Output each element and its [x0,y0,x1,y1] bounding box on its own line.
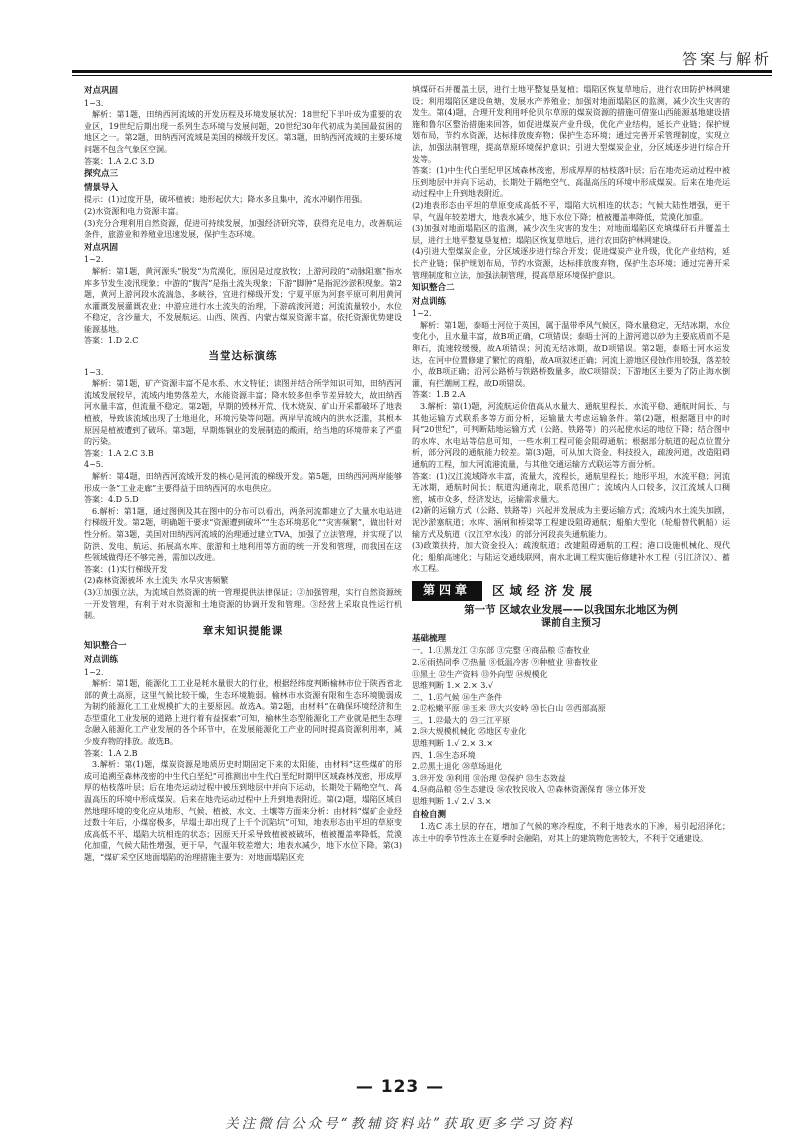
text-line: (3)①加强立法，为流域自然资源的统一管理提供法律保证；②加强管理，实行自然资源统一开发管理，有利于对水资源和土地资源的协调开发和管理。③经营上采取良性运行机制。 [84,587,402,621]
page-header [0,0,800,66]
text-line: 答案：(1)中生代白垩纪甲区域森林茂密，形成厚厚的枯枝落叶层；后在地壳运动过程中被压到地层中并向下运动，长期处于隔绝空气、高温高压的环境中形成煤炭。后来在地壳运动过程中上升到地表附近。 [412,166,730,199]
header-rule [72,70,772,73]
text-line: 2.⑥雨热同季 ⑦热量 ⑧低温冷害 ⑨种植业 ⑩畜牧业 [412,657,598,667]
text-line: (2)地表形态由平坦的草原变成高低不平，塌陷大坑相连的状态；气候大陆性增强，更干旱，气温年较差增大，地表水减少，地下水位下降；植被覆盖率降低，荒漠化加重。 [412,200,730,222]
text-line: 4.㉞商品粮 ㉟生态建设 ㊱农牧民收入 ㊲森林资源保育 ㊳立体开发 [412,785,646,795]
text-line: (4)引进大型煤炭企业，分区域逐步进行综合开发；促进煤炭产业升级，优化产业结构，延长产业链；保护规划布局，节约水资源，达标排放废弃物，保护生态环境；通过完善开采管理制度和立法，加强法制管理，提高草原环境保护意识。 [412,247,730,280]
paragraph: 解析：第1题，矿产资源丰富不是水系、水文特征；读图并结合所学知识可知，田纳西河流域发展较早，流域内地势落差大，水能资源丰富；降水较多但季节差异较大，故田纳西河水量丰富，但流量不稳定。第2题，早期的毁林开荒、伐木烧炭、矿山开采都破坏了地表植被，导致该流域出现了土地退化，环境污染等问题。两岸早流域内的洪水泛滥，其根本原因是植被遭到了破坏。第3题，早期炼铜业的发展制造的酸雨，给当地的环境带来了严重的污染。 [84,379,402,447]
section-label: 基础梳理 [412,633,447,644]
section-label: 自检自测 [412,809,447,820]
text-line: 二、1.⑮气候 ⑯生产条件 [412,692,503,702]
text-line: 答案：1.A 2.B [84,748,138,758]
text-line: 答案：1.D 2.C [84,336,139,346]
text-line: 1~2. [412,309,432,319]
text-line: 一、1.①黑龙江 ②东部 ③完整 ④商品粮 ⑤畜牧业 [412,646,590,656]
paragraph: 解析：第1题，田纳西河流域的开发历程及环境发展状况：18世纪下半叶成为重要的农业区，19世纪后期出现一系列生态环境与发展问题，20世纪30年代初成为美国最贫困的地区之一。第2题，田纳西河流域是美国的梯级开发区。第3题，田纳西河流域的主要环境问题不包含气象区空洞。 [84,110,402,154]
left-column [84,84,402,1064]
right-column [412,84,730,1064]
text-line: 答案：(1)实行梯级开发 [84,564,168,574]
text-line: 思维判断 1.√ 2.× 3.× [412,739,494,749]
section-label: 对点巩固 [84,242,119,253]
text-line: 填煤矸石并覆盖土层，进行土地平整复垦复植；塌陷区恢复草地后，进行农田防护林网建设；利用塌陷区建设鱼塘，发展水产养殖业；加强对地面塌陷区的监测，减少次生灾害的发生。第(4)题，合理开发利用呼伦贝尔草原的煤炭资源的措施可借鉴山西能源基地建设措施和鲁尔区整治措施来回答，如促进煤炭产业升级，优化产业结构，延长产业链；保护规划布局，节约水资源，达标排放废弃物；保护生态环境；通过完善开采管理制度，实现立法，加强法制管理，提高草原环境保护意识；引进大型煤炭企业，分区域逐步进行综合开发等。 [412,85,730,164]
text-line: 思维判断 1.√ 2.√ 3.× [412,797,492,807]
paragraph: 6.解析：第1题，通过图例及其在图中的分布可以看出，两条河流都建立了大量水电站进行梯级开发。第2题，明确题干要求“资源遭到破坏”“生态环境恶化”“灾害频繁”，做出针对性分析。第3题，美国对田纳西河流域的治理通过建立TVA，加强了立法管理，并实现了以防洪、发电、航运、拓展高水库、旅游和土地利用等方面的统一开发和管理，而我国在这些领域做得还不够完善，需加以改进。 [84,506,402,563]
section-label: 知识整合一 [84,641,127,652]
text-line: 2.⑰松嫩平原 ⑱玉米 ⑲大兴安岭 ⑳长白山 ㉑西部高原 [412,704,606,714]
text-line: 1~2. [84,667,104,677]
centered-heading: 章末知识提能课 [202,624,284,637]
section-label: 知识整合二 [412,283,455,294]
paragraph: 解析：第1题，泰晤士河位于英国，属于温带季风气候区，降水量稳定，无结冰期，水位变化小，且水量丰富，故B项正确，C项错误；泰晤士河的上游河道以砂为主要底质而不是卵石，流速较缓慢，故A项错误；河流无结冰期，故D项错误。第2题，泰晤士河水运发达，在河中位置修建了繁忙的商船，故A项叙述正确；河流上游地区侵蚀作用较强，落差较小，故B项正确；沿河公路桥与铁路桥数量多，故C项错误；下游地区主要为了防止海水倒灌，有拦潮闸工程，故D项错误。 [412,320,730,388]
section-label: 对点训练 [412,296,447,307]
section-label: 情景导入 [84,182,119,193]
text-line: 答案：1.B 2.A [412,390,466,400]
text-line: (3)政策扶持，加大资金投入；疏浚航道；改建阻碍通航的工程；港口设施机械化、现代化；船舶高速化；与陆运交通线联网，南水北调工程实施后修建补水工程（引江济汉）、蓄水工程。 [412,541,730,574]
text-line: 3.㉙开发 ㉚利用 ㉛治理 ㉜保护 ㉝生态效益 [412,773,566,783]
text-line: (2)新的运输方式（公路、铁路等）兴起并发展成为主要运输方式；流域内水土流失加剧，泥沙淤塞航道；水库、涵闸和桥梁等工程建设阻碍通航；船舶大型化（轮船替代帆船）运输方式及航道（汉江窄水浅）的部分河段丧失通航能力。 [412,506,730,539]
section-label: 探究点三 [84,169,119,180]
centered-heading: 当堂达标演练 [208,350,278,363]
text-line: 答案：4.D 5.D [84,495,139,505]
text-line: 2.㉗黑土退化 ㉘草场退化 [412,762,503,772]
footer-promo-text: 关注微信公众号“教辅资料站”获取更多学习资料 [225,1116,575,1132]
paragraph: 解析：第1题，能源化工工业是耗水量很大的行业，根据经纬度判断榆林市位于陕西省北部的黄土高原，这里气候比较干燥，生态环境脆弱。榆林市水资源有限和生态环境脆弱成为制约能源化工工业规模扩大的主要原因。故选A。第2题，由材料“在确保环境经济和生态型重化工业发展的道路上进行着有益探索”可知，榆林生态型能源化工产业就是把生态理念融入能源化工产业发展的各个环节中，在发展能源化工产业的同时提高资源利用率，减少废弃物的排放。故选B。 [84,679,402,747]
text-line: 答案：1.A 2.C 3.D [84,156,155,166]
chapter-heading [412,581,730,601]
text-line: 1~3. [84,367,104,377]
text-line: 思维判断 1.× 2.× 3.√ [412,681,494,691]
text-line: (3)加强对地面塌陷区的监测，减少次生灾害的发生；对地面塌陷区充填煤矸石并覆盖土层，进行土地平整复垦复植；塌陷区恢复草地后，进行农田防护林网建设。 [412,224,730,245]
text-line: 提示：(1)过度开垦，破坏植被；地形起伏大；降水多且集中，流水冲刷作用强。 [84,195,368,205]
section-subtitle: 课前自主预习 [541,618,601,630]
paragraph: 解析：第4题，田纳西河流域开发的核心是河流的梯级开发。第5题，田纳西河两岸能够形成一条“工业走廊”主要得益于田纳西河的水电供应。 [84,472,402,493]
text-line: 答案：1.A 2.C 3.B [84,448,154,458]
text-line: ⑪黑土 ⑫生产资料 ⑬外向型 ⑭规模化 [412,669,548,679]
section-label: 对点训练 [84,654,119,665]
paragraph: 3.解析：第(1)题，河流航运价值高从水量大、通航里程长、水流平稳、通航时间长、与其他运输方式联系多等方面分析，运输量大考虑运输条件。第(2)题，根据题目中的时间“20世纪”，可判断陆地运输方式（公路、铁路等）的兴起使水运的地位下降；结合图中的水库、水电站等信息可知，一些水利工程可能会阻碍通航；根据部分航道的起点位置分析，部分河段的通航能力较差。第(3)题，可从加大资金、科技投入，疏浚河道，改造阻碍通航的工程，加大河流港流量，与其他交通运输方式联运等方面分析。 [412,402,730,469]
text-line: 答案：(1)汉江流域降水丰富，流量大，流程长，通航里程长；地形平坦，水流平稳；河流无冰期，通航时间长；航道沟通南北，联系范围广；流域内人口较多，汉江流域人口稠密，城市众多，经济发达，运输需求量大。 [412,471,730,504]
chapter-title: 区域经济发展 [492,582,598,598]
text-line: 2.㉔大规模机械化 ㉕地区专业化 [412,727,527,737]
text-line: 1~2. [84,255,104,265]
chapter-number: 第四章 [412,581,482,601]
text-line: 4~5. [84,460,104,470]
header-rule-thin [72,75,772,76]
header-title: 答案与解析 [681,50,772,68]
page-number: — 123 — [355,1077,445,1097]
section-label: 对点巩固 [84,86,119,96]
text-line: 三、1.㉒最大的 ㉓三江平原 [412,715,511,725]
text-line: 四、1.㉖生态环境 [412,750,476,760]
paragraph: 解析：第1题，黄河源头“脱发”为荒漠化，原因是过度放牧；上游河段的“动脉阻塞”指水库多节发生凌汛现象；中游的“腹泻”是指土流失现象；下游“脚肿”是指泥沙淤积现象。第2题，黄河上游河段水流湍急，多峡谷，宜进行梯级开发；宁夏平原为河套平原可利用黄河水灌溉发展灌溉农业；中游应进行水土流失的治理，下游疏浚河道；河流流量较小，水位不稳定，含沙量大，不发展航运。山西、陕西、内蒙古煤炭资源丰富，依托资源优势建设能源基地。 [84,266,402,334]
paragraph: 1.选C 冻土层的存在，增加了气候的寒冷程度，不利于地表水的下渗，易引起沼泽化；冻土中的季节性冻土在夏季时会融陷，对其上的建筑物危害较大，不利于交通建设。 [412,822,730,843]
text-line: (2)水资源和电力资源丰富。 [84,206,184,216]
text-line: 1~3. [84,98,104,108]
text-line: (2)森林资源被坏 水土流失 水旱灾害频繁 [84,576,229,586]
text-line: (3)充分合理利用自然资源，促进可持续发展，加强经济研究等，获得充足电力，改善航运条件，旅游业和养殖业迅速发展，保护生态环境。 [84,218,402,240]
paragraph: 3.解析：第(1)题，煤炭资源是地质历史时期固定下来的太阳能，由材料“这些煤矿的形成可追溯至森林茂密的中生代白垩纪”可推测出中生代白垩纪时期甲区域森林茂密，形成厚厚的枯枝落叶层；后在地壳运动过程中被压到地层中并向下运动，长期处于隔绝空气、高温高压的环境中形成煤炭。后来在地壳运动过程中上升到地表附近。第(2)题，塌陷区域自然地理环境的变化应从地形、气候、植被、水文、土壤等方面来分析：由材料“煤矿企业经过数十年后，小煤窑极多，早塌土却出现了上千个沉陷坑”可知，地表形态由平坦的草原变成高低不平、塌陷大坑相连的状态；因原天开采导致植被被破坏，植被覆盖率降低，荒漠化加重，气候大陆性增强，更干旱，气温年较差增大；地表水减少，地下水位下降。第(3)题，“煤矿采空区地面塌陷的治理措施主要为：对地面塌陷区充 [84,760,402,862]
section-title: 第一节 区域农业发展——以我国东北地区为例 [464,603,678,616]
